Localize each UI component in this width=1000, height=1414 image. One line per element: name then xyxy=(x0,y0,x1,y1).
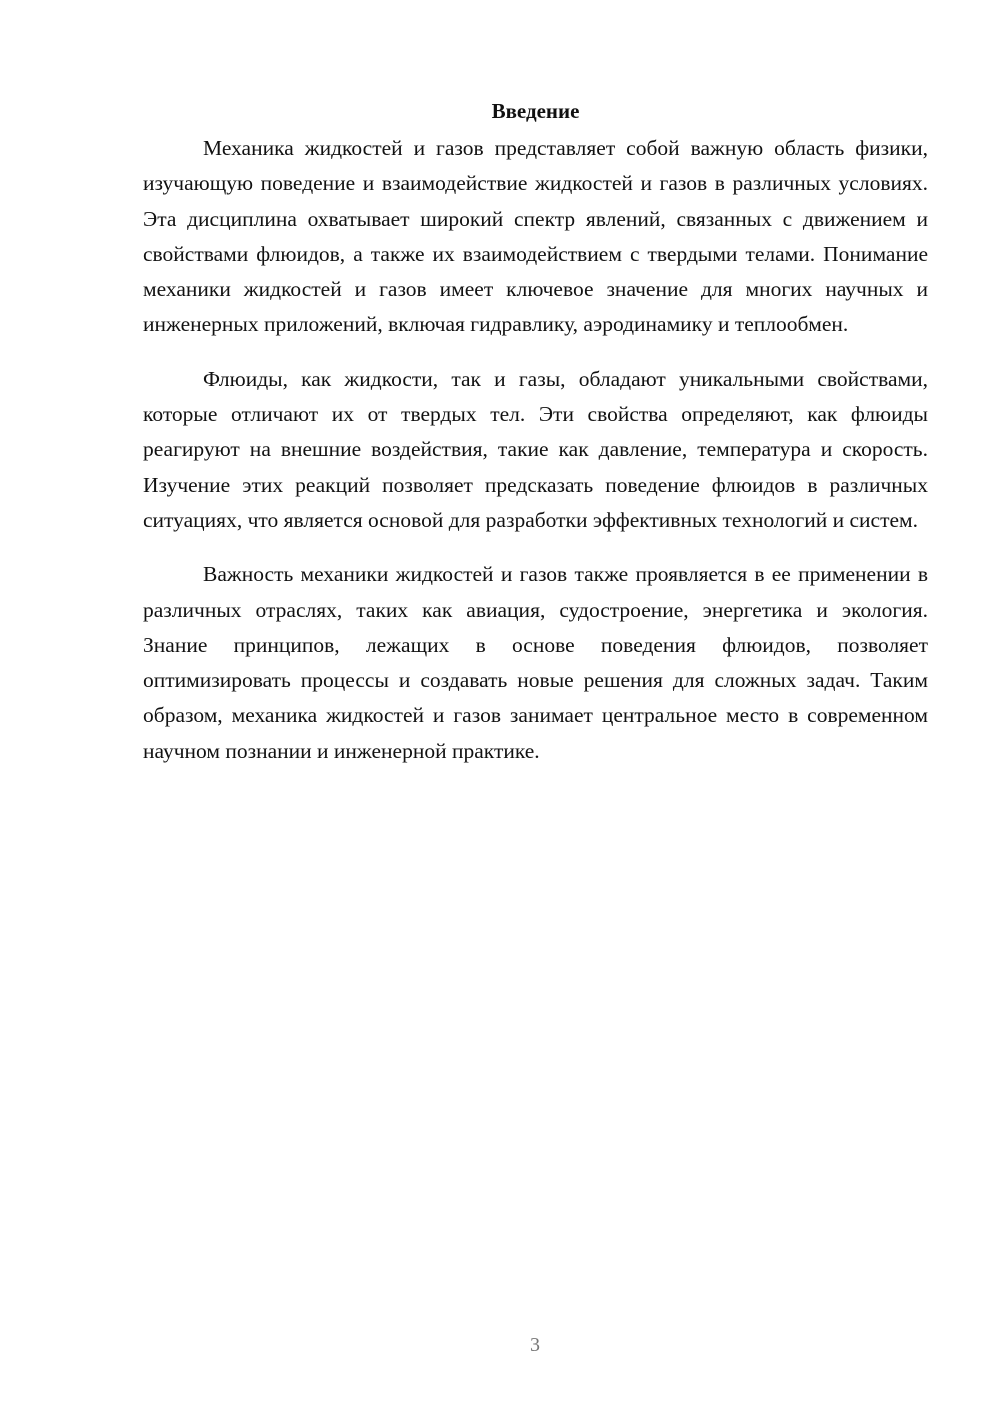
page-number: 3 xyxy=(530,1334,540,1356)
paragraph-1: Механика жидкостей и газов представляет собой важную область физики, изучающую поведение и взаимодействие жидкостей и газов в различных условиях. Эта дисциплина охватывает широкий спектр явлений, связанных с движением и свойствами флюидов, а также их взаимодействием с твердыми телами. Понимание механики жидкостей и газов имеет ключевое значение для многих научных и инженерных приложений, включая гидравлику, аэродинамику и теплообмен. xyxy=(143,136,928,337)
paragraph-3: Важность механики жидкостей и газов также проявляется в ее применении в различных отраслях, таких как авиация, судостроение, энергетика и экология. Знание принципов, лежащих в основе поведения флюидов, позволяет оптимизировать процессы и создавать новые решения для сложных задач. Таким образом, механика жидкостей и газов занимает центральное место в современном научном познании и инженерной практике. xyxy=(143,562,928,763)
section-heading: Введение xyxy=(491,99,580,123)
page-content xyxy=(143,96,928,788)
paragraph-2: Флюиды, как жидкости, так и газы, обладают уникальными свойствами, которые отличают их от твердых тел. Эти свойства определяют, как флюиды реагируют на внешние воздействия, такие как давление, температура и скорость. Изучение этих реакций позволяет предсказать поведение флюидов в различных ситуациях, что является основой для разработки эффективных технологий и систем. xyxy=(143,366,928,532)
